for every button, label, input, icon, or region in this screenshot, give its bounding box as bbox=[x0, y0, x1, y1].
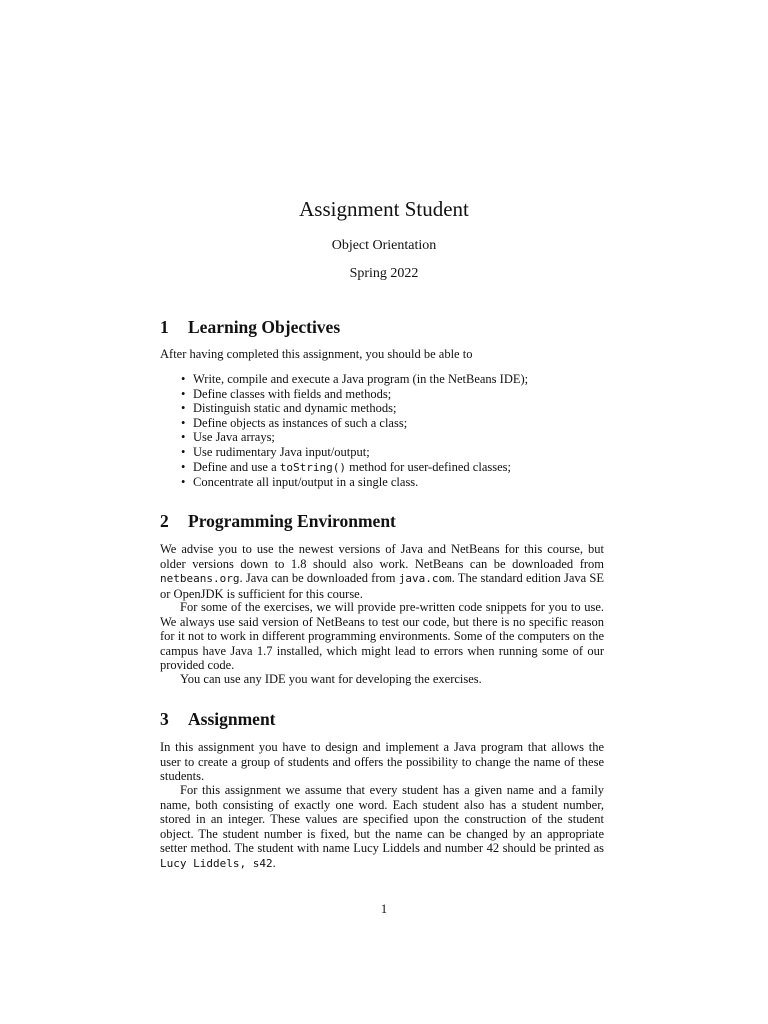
section-heading-learning-objectives bbox=[160, 316, 340, 338]
list-item bbox=[181, 475, 601, 490]
list-item-text: Write, compile and execute a Java program (in the NetBeans IDE); bbox=[193, 372, 529, 386]
paragraph-text: . bbox=[272, 855, 276, 870]
list-item bbox=[181, 372, 601, 387]
section-number: 3 bbox=[160, 709, 169, 729]
inline-code: netbeans.org bbox=[160, 572, 240, 586]
paragraph-text: . The standard edition Java SE or OpenJDK is sufficient for this course. bbox=[160, 571, 604, 601]
bullet-icon: • bbox=[181, 401, 186, 416]
bullet-icon: • bbox=[181, 415, 186, 430]
section-title: Learning Objectives bbox=[188, 317, 341, 337]
list-item-text: Use rudimentary Java input/output; bbox=[193, 444, 370, 459]
section-title: Assignment bbox=[188, 709, 276, 729]
list-item bbox=[181, 430, 601, 445]
environment-paragraph-3: You can use any IDE you want for developing the exercises. bbox=[180, 672, 482, 686]
inline-code: java.com bbox=[398, 572, 452, 586]
environment-paragraph-2: For some of the exercises, we will provide pre-written code snippets for you to use. We always use said version of NetBeans to test our code, but there is no specific reason for it not to work in different programming environments. Some of the computers on the campus have Java 1.7 installed, which might lead to errors when running some of our provided code. bbox=[160, 600, 604, 673]
section-heading-assignment bbox=[160, 708, 276, 730]
bullet-icon: • bbox=[181, 475, 186, 490]
bullet-icon: • bbox=[181, 444, 186, 459]
bullet-icon: • bbox=[181, 459, 186, 474]
document-date: Spring 2022 bbox=[349, 266, 419, 281]
bullet-icon: • bbox=[181, 372, 186, 386]
list-item-text: Concentrate all input/output in a single class. bbox=[193, 475, 419, 490]
objectives-intro: After having completed this assignment, you should be able to bbox=[160, 347, 473, 361]
bullet-icon: • bbox=[181, 386, 186, 401]
list-item-text: Use Java arrays; bbox=[193, 430, 275, 445]
list-item bbox=[181, 460, 601, 476]
section-title: Programming Environment bbox=[188, 511, 396, 531]
section-heading-programming-environment bbox=[160, 510, 396, 532]
list-item bbox=[181, 416, 601, 431]
list-item-text: Define classes with fields and methods; bbox=[193, 386, 392, 401]
paragraph-text: For this assignment we assume that every student has a given name and a family name, both consisting of exactly one word. Each student also has a student number, stored in an integer. These values are specified upon the construction of the student object. The student number is fixed, but the name can be changed by an appropriate setter method. The student with name Lucy Liddels and number 42 should be printed as bbox=[160, 783, 604, 856]
paragraph-text: . Java can be downloaded from bbox=[239, 571, 399, 586]
section-number: 2 bbox=[160, 511, 169, 531]
objectives-list bbox=[181, 372, 601, 490]
list-item-text: Define and use a bbox=[193, 459, 280, 474]
page-number: 1 bbox=[380, 902, 388, 916]
list-item-text: method for user-defined classes; bbox=[346, 459, 511, 474]
paragraph-text: We advise you to use the newest versions of Java and NetBeans for this course, but older versions down to 1.8 should also work. NetBeans can be downloaded from bbox=[160, 542, 604, 571]
document-subtitle: Object Orientation bbox=[331, 238, 437, 253]
assignment-paragraph-2 bbox=[160, 783, 604, 872]
inline-code: Lucy Liddels, s42 bbox=[160, 856, 273, 870]
assignment-paragraph-1: In this assignment you have to design and implement a Java program that allows the user to create a group of students and offers the possibility to change the name of these students. bbox=[160, 740, 604, 784]
list-item bbox=[181, 445, 601, 460]
list-item bbox=[181, 387, 601, 402]
list-item bbox=[181, 401, 601, 416]
bullet-icon: • bbox=[181, 430, 186, 445]
section-number: 1 bbox=[160, 317, 169, 337]
environment-paragraph-1 bbox=[160, 542, 604, 601]
inline-code: toString() bbox=[279, 460, 347, 474]
document-title: Assignment Student bbox=[299, 197, 469, 221]
list-item-text: Distinguish static and dynamic methods; bbox=[193, 401, 397, 416]
list-item-text: Define objects as instances of such a class; bbox=[193, 415, 408, 430]
